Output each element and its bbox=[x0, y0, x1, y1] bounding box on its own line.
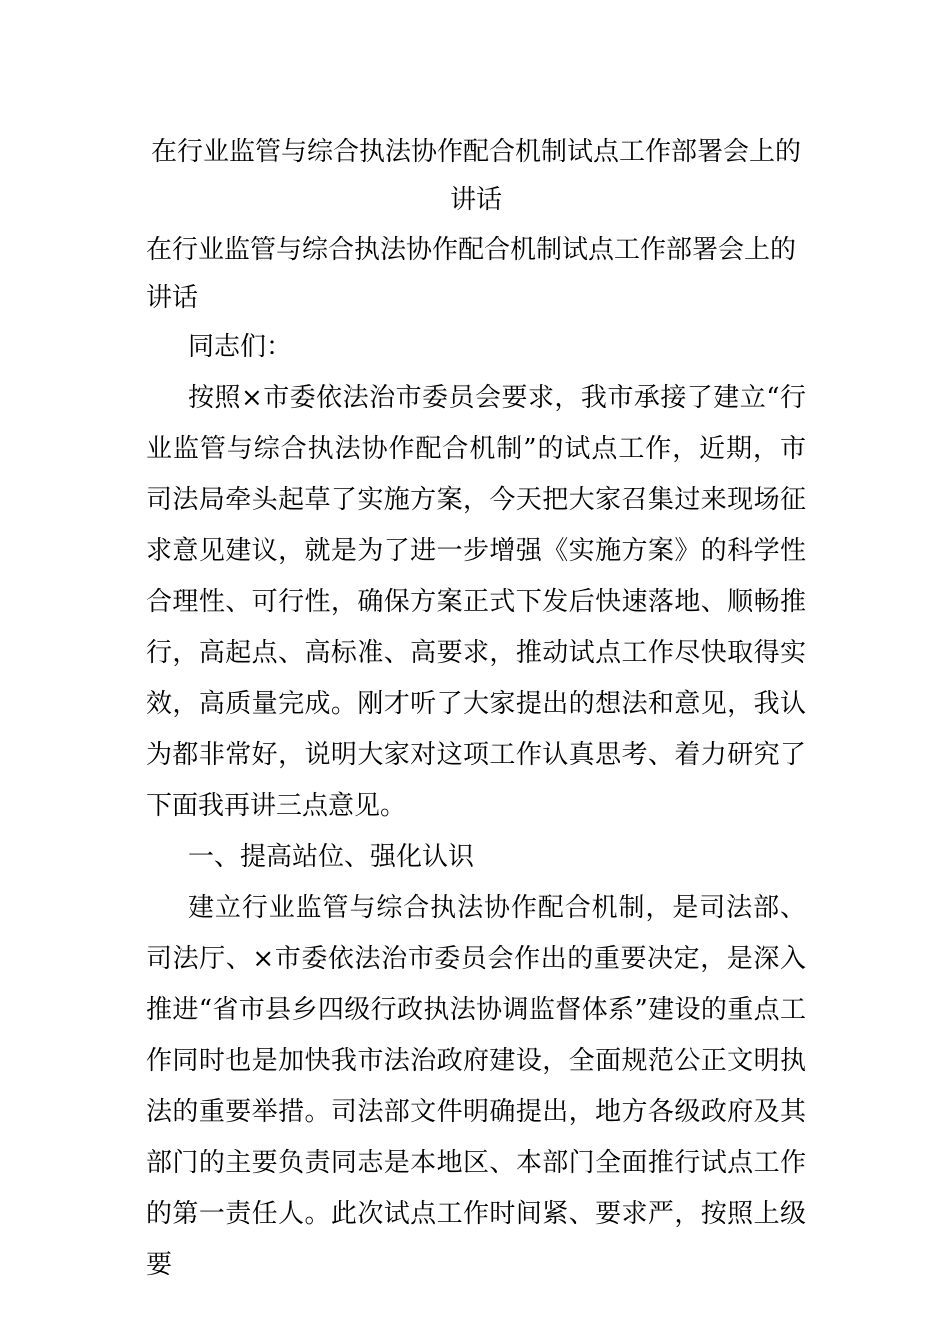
body-paragraph: 建立行业监管与综合执法协作配合机制，是司法部、司法厅、×市委依法治市委员会作出的重要决定，是深入推进“省市县乡四级行政执法协调监督体系”建设的重点工作同时也是加快我市法治政府建设，全面规范公正文明执法的重要举措。司法部文件明确提出，地方各级政府及其部门的主要负责同志是本地区、本部门全面推行试点工作的第一责任人。此次试点工作时间紧、要求严，按照上级要 bbox=[146, 893, 806, 1280]
body-paragraph: 按照×市委依法治市委员会要求，我市承接了建立“行业监管与综合执法协作配合机制”的试点工作，近期，市司法局牵头起草了实施方案，今天把大家召集过来现场征求意见建议，就是为了进一步增强《实施方案》的科学性合理性、可行性，确保方案正式下发后快速落地、顺畅推行，高起点、高标准、高要求，推动试点工作尽快取得实效，高质量完成。刚才听了大家提出的想法和意见，我认为都非常好，说明大家对这项工作认真思考、着力研究了下面我再讲三点意见。 bbox=[146, 383, 806, 821]
document-subtitle: 在行业监管与综合执法协作配合机制试点工作部署会上的讲话 bbox=[146, 235, 797, 313]
salutation-paragraph: 同志们： bbox=[188, 332, 293, 362]
section-heading: 一、提高站位、强化认识 bbox=[188, 842, 475, 872]
document-page bbox=[146, 128, 806, 1291]
document-body bbox=[146, 322, 806, 1291]
document-title: 在行业监管与综合执法协作配合机制试点工作部署会上的讲话 bbox=[150, 137, 801, 215]
